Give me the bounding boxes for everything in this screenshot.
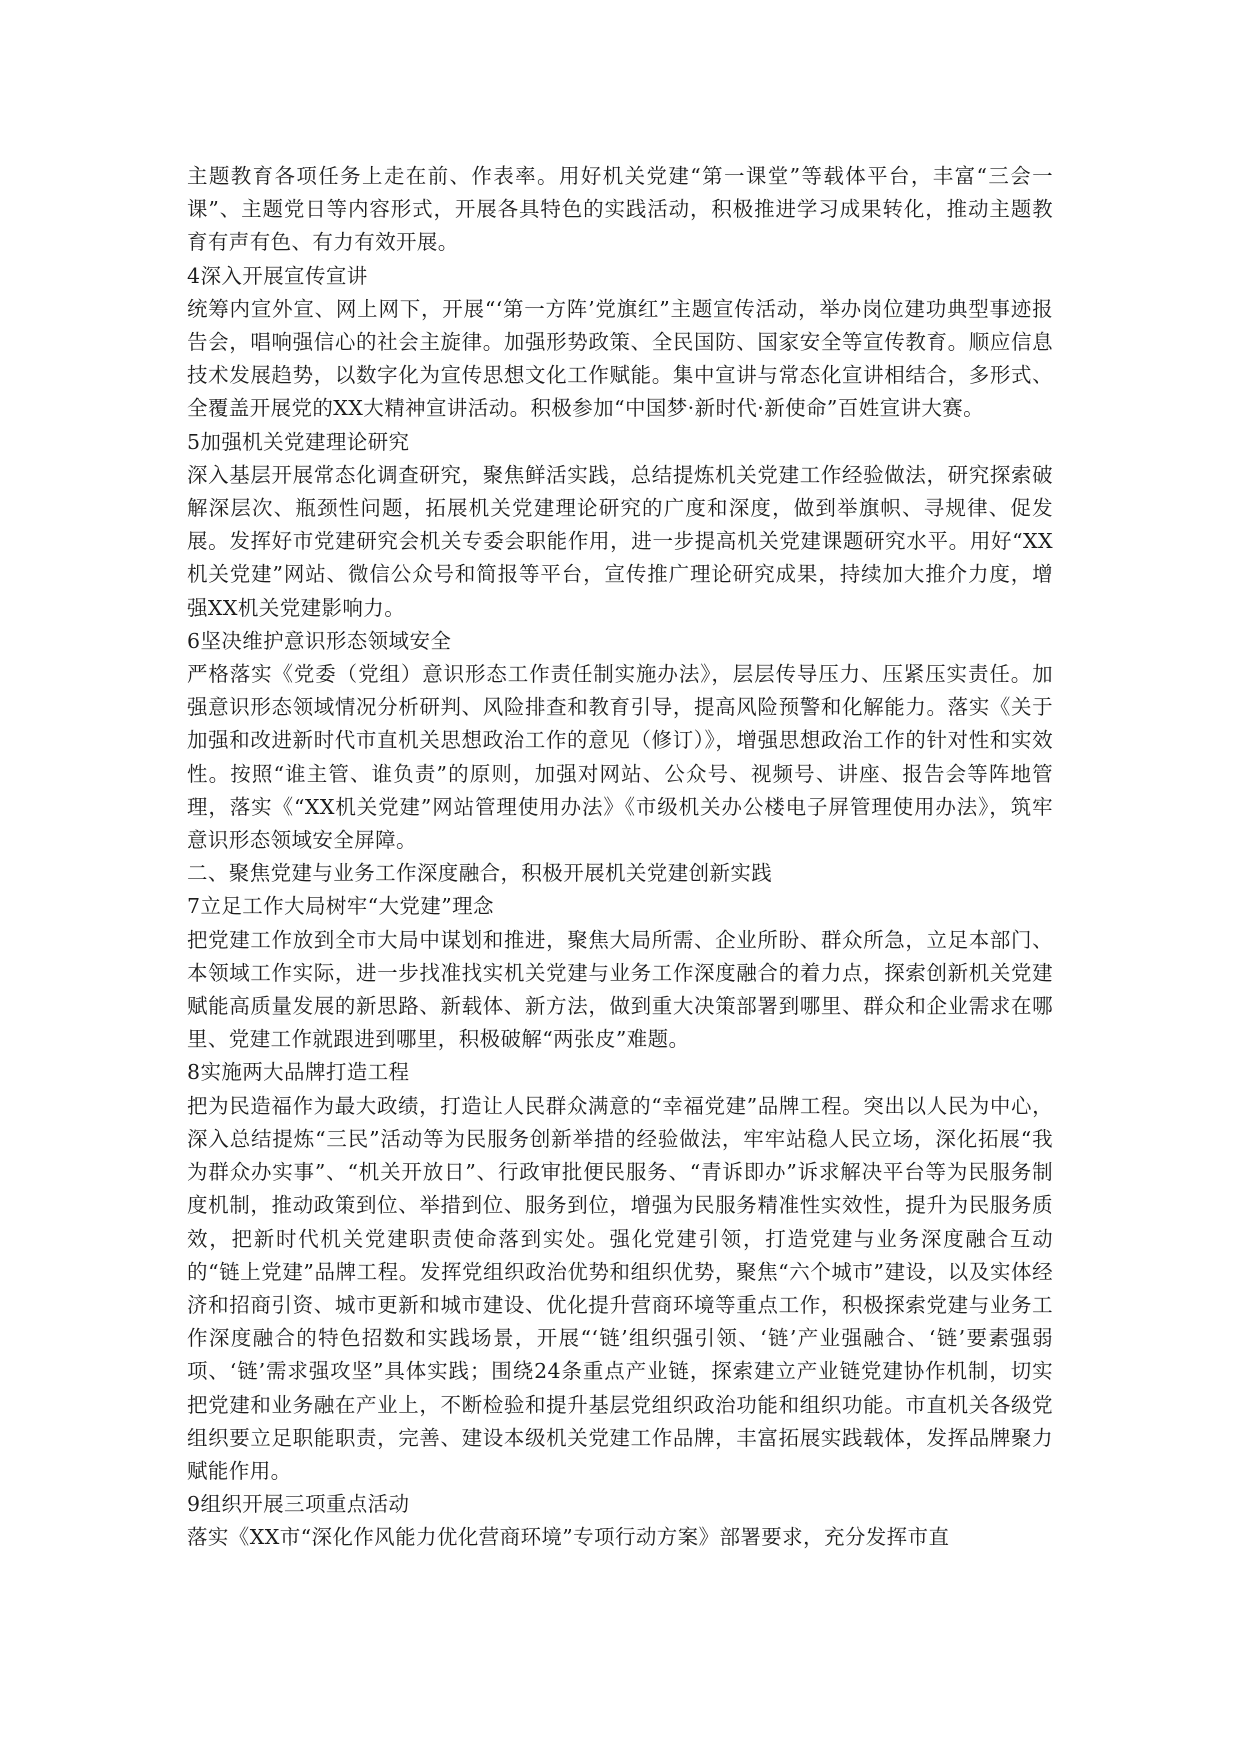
section-heading-5: 5加强机关党建理论研究: [187, 429, 410, 454]
body-paragraph: 统筹内宣外宣、网上网下，开展“‘第一方阵’党旗红”主题宣传活动，举办岗位建功典型事迹报告会，唱响强信心的社会主旋律。加强形势政策、全民国防、国家安全等宣传教育。顺应信息技术发展趋势，以数字化为宣传思想文化工作赋能。集中宣讲与常态化宣讲相结合，多形式、全覆盖开展党的XX大精神宣讲活动。积极参加“中国梦·新时代·新使命”百姓宣讲大赛。: [187, 296, 1053, 421]
body-paragraph: 严格落实《党委（党组）意识形态工作责任制实施办法》，层层传导压力、压紧压实责任。加强意识形态领域情况分析研判、风险排查和教育引导，提高风险预警和化解能力。落实《关于加强和改进新时代市直机关思想政治工作的意见（修订）》，增强思想政治工作的针对性和实效性。按照“谁主管、谁负责”的原则，加强对网站、公众号、视频号、讲座、报告会等阵地管理，落实《“XX机关党建”网站管理使用办法》《市级机关办公楼电子屏管理使用办法》，筑牢意识形态领域安全屏障。: [187, 662, 1053, 853]
body-paragraph: 把为民造福作为最大政绩，打造让人民群众满意的“幸福党建”品牌工程。突出以人民为中心，深入总结提炼“三民”活动等为民服务创新举措的经验做法，牢牢站稳人民立场，深化拓展“我为群众办实事”、“机关开放日”、行政审批便民服务、“青诉即办”诉求解决平台等为民服务制度机制，推动政策到位、举措到位、服务到位，增强为民服务精准性实效性，提升为民服务质效，把新时代机关党建职责使命落到实处。强化党建引领，打造党建与业务深度融合互动的“链上党建”品牌工程。发挥党组织政治优势和组织优势，聚焦“六个城市”建设，以及实体经济和招商引资、城市更新和城市建设、优化提升营商环境等重点工作，积极探索党建与业务工作深度融合的特色招数和实践场景，开展“‘链’组织强引领、‘链’产业强融合、‘链’要素强弱项、‘链’需求强攻坚”具体实践；围绕24条重点产业链，探索建立产业链党建协作机制，切实把党建和业务融在产业上，不断检验和提升基层党组织政治功能和组织功能。市直机关各级党组织要立足职能职责，完善、建设本级机关党建工作品牌，丰富拓展实践载体，发挥品牌聚力赋能作用。: [187, 1093, 1053, 1483]
section-heading-6: 6坚决维护意识形态领域安全: [187, 628, 452, 653]
body-paragraph: 深入基层开展常态化调查研究，聚焦鲜活实践，总结提炼机关党建工作经验做法，研究探索破解深层次、瓶颈性问题，拓展机关党建理论研究的广度和深度，做到举旗帜、寻规律、促发展。发挥好市党建研究会机关专委会职能作用，进一步提高机关党建课题研究水平。用好“XX机关党建”网站、微信公众号和简报等平台，宣传推广理论研究成果，持续加大推介力度，增强XX机关党建影响力。: [187, 462, 1053, 620]
body-paragraph: 主题教育各项任务上走在前、作表率。用好机关党建“第一课堂”等载体平台，丰富“三会一课”、主题党日等内容形式，开展各具特色的实践活动，积极推进学习成果转化，推动主题教育有声有色、有力有效开展。: [187, 164, 1053, 255]
body-paragraph: 落实《XX市“深化作风能力优化营商环境”专项行动方案》部署要求，充分发挥市直: [187, 1525, 950, 1550]
section-heading-4: 4深入开展宣传宣讲: [187, 263, 368, 288]
section-heading-7: 7立足工作大局树牢“大党建”理念: [187, 894, 494, 919]
section-heading-9: 9组织开展三项重点活动: [187, 1492, 410, 1517]
section-heading-8: 8实施两大品牌打造工程: [187, 1060, 410, 1085]
body-paragraph: 把党建工作放到全市大局中谋划和推进，聚焦大局所需、企业所盼、群众所急，立足本部门、本领域工作实际，进一步找准找实机关党建与业务工作深度融合的着力点，探索创新机关党建赋能高质量发展的新思路、新载体、新方法，做到重大决策部署到哪里、群众和企业需求在哪里、党建工作就跟进到哪里，积极破解“两张皮”难题。: [187, 927, 1053, 1052]
document-body: [187, 160, 1053, 1555]
chapter-heading-2: 二、聚焦党建与业务工作深度融合，积极开展机关党建创新实践: [187, 861, 773, 886]
